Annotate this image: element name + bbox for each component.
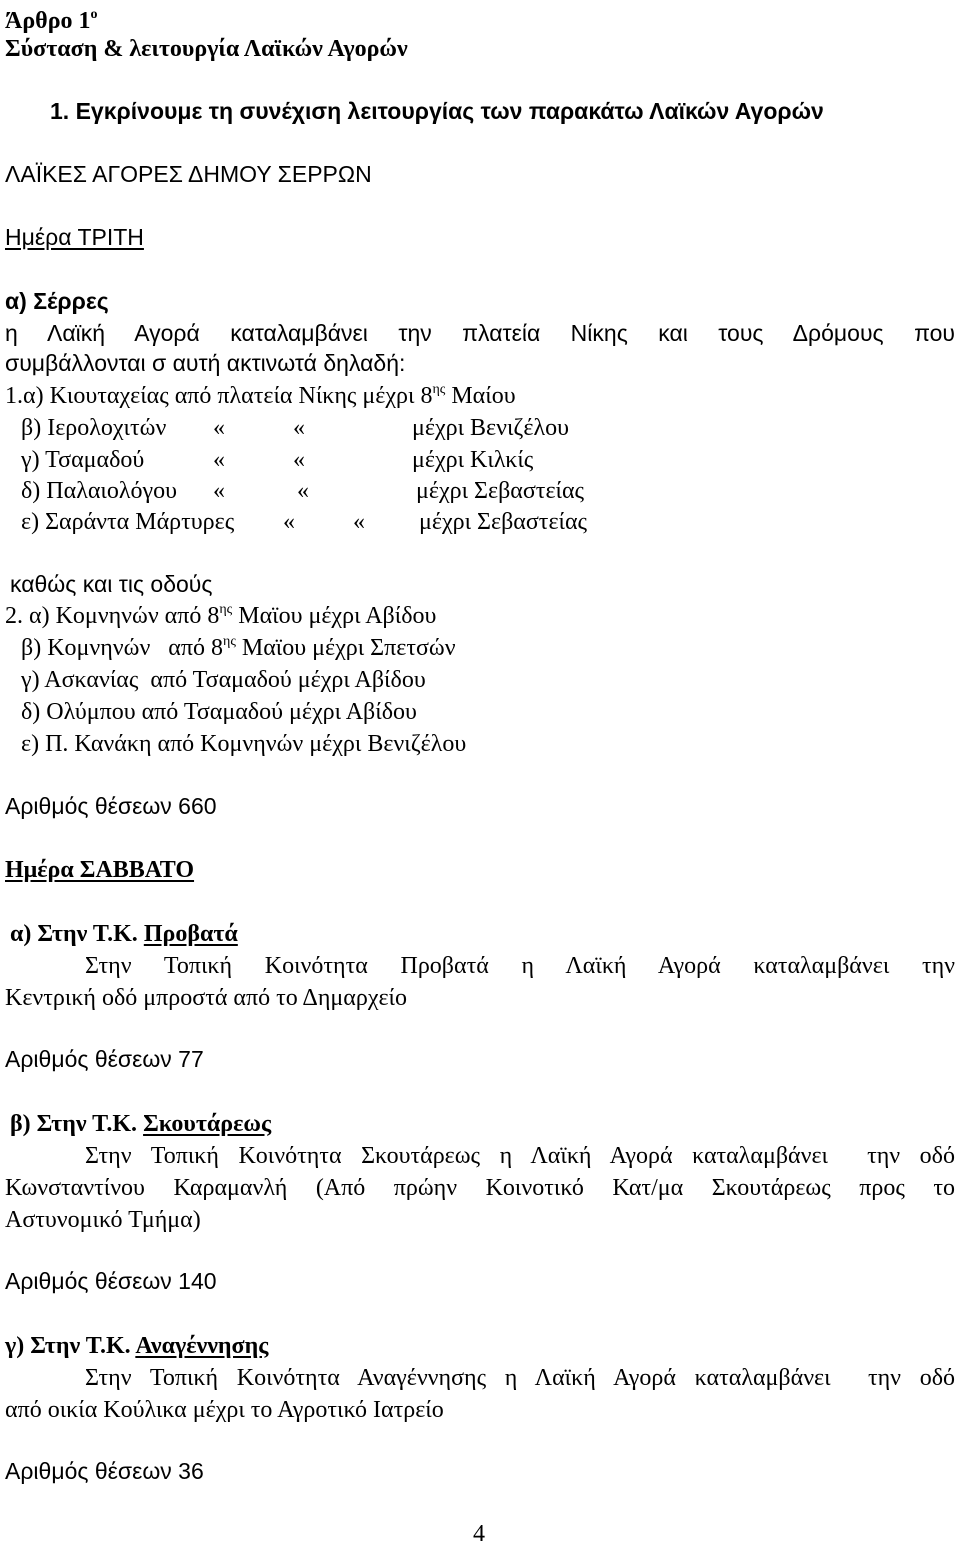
provata-description-line: Κεντρική οδό μπροστά από το Δημαρχείο (5, 985, 408, 1011)
street-list-item: δ) Ολύμπου από Τσαμαδού μέχρι Αβίδου (21, 699, 417, 725)
street-list-item: ε) Σαράντα Μάρτυρες (21, 509, 235, 535)
street-list-end: μέχρι Σεβαστείας (419, 509, 588, 535)
positions-count: Αριθμός θέσεων 140 (5, 1268, 217, 1294)
street-list-item: β) Ιερολοχιτών (21, 415, 167, 441)
skoutareos-description-line: Αστυνομικό Τμήμα) (5, 1207, 201, 1233)
article-title: Άρθρο $1^o$ (5, 7, 98, 34)
section-heading: ΛΑΪΚΕΣ ΑΓΟΡΕΣ ΔΗΜΟΥ ΣΕΡΡΩΝ (5, 161, 372, 187)
serres-description-line: η Λαϊκή Αγορά καταλαμβάνει την πλατεία Νίκης και τους Δρόμους που (5, 320, 955, 346)
skoutareos-description-line: Στην Τοπική Κοινότητα Σκουτάρεως η Λαϊκή Αγορά καταλαμβάνει την οδό (85, 1143, 955, 1169)
place-title-serres: α) Σέρρες (5, 288, 109, 314)
ditto-mark: « (213, 415, 225, 441)
ditto-mark: « (297, 478, 309, 504)
street-list-item: β) Κομνηνών από $8^{\eta\varsigma}$ Μαϊου μέχρι Σπετσών (21, 634, 456, 661)
street-list-item: 1.α) Κιουταχείας από πλατεία Νίκης μέχρι $8^{\eta\varsigma}$ Μαίου (5, 382, 516, 409)
anagennisis-description-line: από οικία Κούλικα μέχρι το Αγροτικό Ιατρείο (5, 1397, 444, 1423)
ditto-mark: « (293, 447, 305, 473)
street-list-item: γ) Τσαμαδού (21, 447, 145, 473)
intro-paragraph: 1. Εγκρίνουμε τη συνέχιση λειτουργίας των παρακάτω Λαϊκών Αγορών (50, 98, 824, 124)
also-streets-label: καθώς και τις οδούς (10, 571, 213, 597)
skoutareos-description-line: Κωνσταντίνου Καραμανλή (Από πρώην Κοινοτικό Κατ/μα Σκουτάρεως προς το (5, 1175, 955, 1201)
positions-count: Αριθμός θέσεων 660 (5, 793, 217, 819)
street-list-end: μέχρι Σεβαστείας (416, 478, 585, 504)
ditto-mark: « (213, 478, 225, 504)
street-list-item: 2. α) Κομνηνών από $8^{\eta\varsigma}$ Μαϊου μέχρι Αβίδου (5, 602, 437, 629)
day-label-tuesday: Ημέρα ΤΡΙΤΗ (5, 224, 144, 250)
ditto-mark: « (293, 415, 305, 441)
street-list-end: μέχρι Βενιζέλου (412, 415, 569, 441)
ditto-mark: « (213, 447, 225, 473)
street-list-item: ε) Π. Κανάκη από Κομνηνών μέχρι Βενιζέλου (21, 731, 467, 757)
positions-count: Αριθμός θέσεων 36 (5, 1458, 204, 1484)
street-list-end: μέχρι Κιλκίς (412, 447, 534, 473)
street-list-item: γ) Ασκανίας από Τσαμαδού μέχρι Αβίδου (21, 667, 426, 693)
place-title-skoutareos: β) Στην Τ.Κ. Σκουτάρεως (10, 1111, 272, 1137)
place-title-provata: α) Στην Τ.Κ. Προβατά (10, 921, 238, 947)
ditto-mark: « (353, 509, 365, 535)
provata-description-line: Στην Τοπική Κοινότητα Προβατά η Λαϊκή Αγορά καταλαμβάνει την (85, 953, 955, 979)
street-list-item: δ) Παλαιολόγου (21, 478, 177, 504)
serres-description-line: συμβάλλονται σ αυτή ακτινωτά δηλαδή: (5, 350, 406, 376)
page-number: 4 (473, 1521, 485, 1547)
article-subtitle: Σύσταση & λειτουργία Λαϊκών Αγορών (5, 36, 408, 62)
day-label-saturday: Ημέρα ΣΑΒΒΑΤΟ (5, 857, 195, 883)
anagennisis-description-line: Στην Τοπική Κοινότητα Αναγέννησης η Λαϊκή Αγορά καταλαμβάνει την οδό (85, 1365, 955, 1391)
ditto-mark: « (283, 509, 295, 535)
place-title-anagennisis: γ) Στην Τ.Κ. Αναγέννησης (5, 1333, 269, 1359)
positions-count: Αριθμός θέσεων 77 (5, 1046, 204, 1072)
